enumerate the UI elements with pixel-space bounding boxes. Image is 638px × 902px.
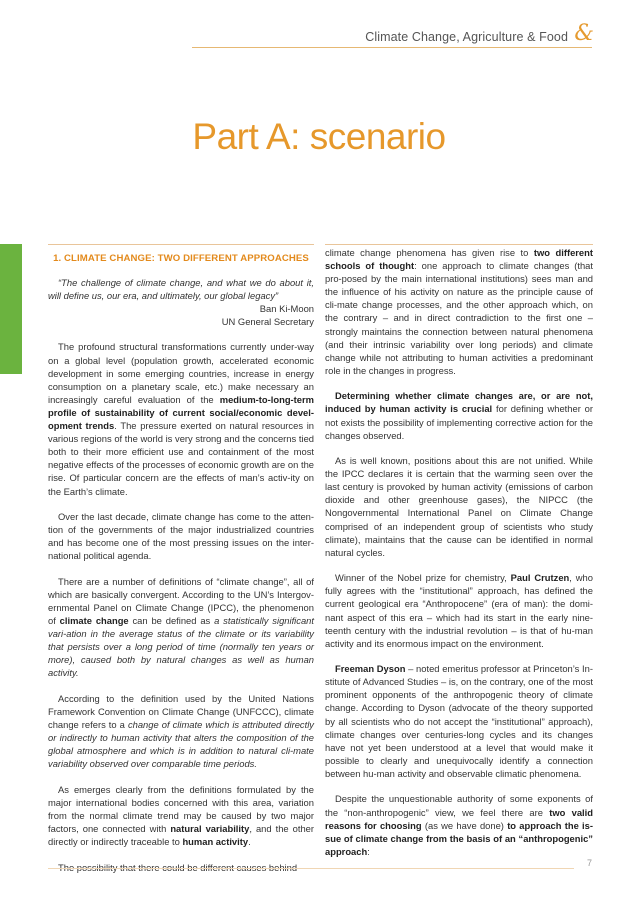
left-column-rule (48, 244, 314, 245)
paragraph: According to the definition used by the United Nations Framework Convention on Climate Change (UNFCCC), climate change refers to a change of climate which is attributed directly or indirectly to human activity that alters the composition of the global atmosphere and which is in addition to natural cli-mate variability observed over comparable time periods. (48, 692, 314, 770)
quote-author: Ban Ki-Moon (259, 303, 314, 315)
quote-role: UN General Secretary (221, 316, 314, 328)
paragraph: Over the last decade, climate change has come to the atten-tion of the governments of the major industrialized countries and has become one of the most pressing issues on the inter-national political agenda. (48, 510, 314, 562)
ampersand-logo-icon: & (574, 21, 594, 46)
section-heading: 1. CLIMATE CHANGE: TWO DIFFERENT APPROACHES (53, 253, 309, 264)
header-rule (192, 47, 592, 48)
section-color-tab (0, 244, 22, 374)
paragraph: climate change phenomena has given rise to two different schools of thought: one approach to climate changes (that pro-posed by the main international institutions) sees man and the influence of his activity on nature as the principle cause of cli-mate change processes, and the other approach which, on the contrary – and in direct contradiction to the first one – strongly maintains the connection between natural phenomena (and their intrinsic variability over long periods) and climate change while not attributing to human activities a predominant role in the changes in progress. (325, 247, 593, 376)
paragraph: Determining whether climate changes are, or are not, induced by human activity is crucial for defining whether or not exists the possibility of implementing corrective action for the changes observed. (325, 390, 593, 441)
right-column-rule (325, 244, 593, 245)
paragraph: Winner of the Nobel prize for chemistry, Paul Crutzen, who fully agrees with the “institutional” approach, has defined the current geological era “Anthropocene” (era of man): the domi-nant aspect of this era – which had its start in the early nine-teenth century with the industrial revolution – is that of hu-man activity and its enormous impact on the environment. (325, 572, 593, 649)
epigraph-quote (48, 276, 314, 328)
left-column (48, 246, 314, 886)
paragraph: Freeman Dyson – noted emeritus professor at Princeton’s In-stitute of Advanced Studies – is, on the contrary, one of the most prominent opponents of the anthropogenic theory of climate change. According to Dyson (advocate of the theory supported by all scientists who do not accept the “institutional” approach), climate changes over centuries-long cycles and its changes have not yet been understood at a level that would make it possible to clearly and unequivocally identify a connection between hu-man activity and observable climatic phenomena. (325, 663, 593, 779)
paragraph: Despite the unquestionable authority of some exponents of the “non-anthropogenic” view, we feel there are two valid reasons for choosing (as we have done) to approach the is-sue of climate change from the basis of an “anthropogenic” approach: (325, 793, 593, 857)
quote-text: “The challenge of climate change, and what we do about it, will define us, our era, and ultimately, our global legacy” (48, 277, 314, 302)
page-title: Part A: scenario (192, 116, 446, 157)
right-column (325, 246, 593, 870)
paragraph: As is well known, positions about this are not unified. While the IPCC declares it is certain that the warming seen over the last century is provoked by human activity (emissions of carbon dioxide and other greenhouse gases), the NIPCC (the Nongovernmental International Panel on Climate Change comprised of an independent group of scientists who study climate), maintains that the cause can be identified in normal natural cycles. (325, 455, 593, 558)
page-number: 7 (586, 858, 592, 868)
running-header-title: Climate Change, Agriculture & Food (365, 30, 568, 44)
paragraph: As emerges clearly from the definitions formulated by the major international bodies concerned with this area, variation from the normal climate trend may be caused by two major factors, one connected with natural variability, and the other directly or indirectly traceable to human activity. (48, 783, 314, 848)
footer-rule (48, 868, 574, 869)
paragraph: There are a number of definitions of “climate change”, all of which are basically convergent. According to the UN’s Intergov-ernmental Panel on Climate Change (IPCC), the phenomenon of climate change can be defined as a statistically significant vari-ation in the average status of the climate or its variability that persists over a long period of time (normally ten years or more), caused both by natural changes as well as human activity. (48, 575, 314, 679)
paragraph: The profound structural transformations currently under-way on a global level (population growth, accelerated economic development in some emerging countries, increase in energy consumption on a planetary scale, etc.) make necessary an increasingly careful evaluation of the medium-to-long-term profile of sustainability of current social/economic devel-opment trends. The pressure exerted on natural resources in various regions of the world is very strong and the concerns tied both to their more efficient use and containment of the most negative effects of the processes of economic growth are on the rise. Of particular concern are the effects of man’s activ-ity on the Earth’s climate. (48, 341, 315, 497)
